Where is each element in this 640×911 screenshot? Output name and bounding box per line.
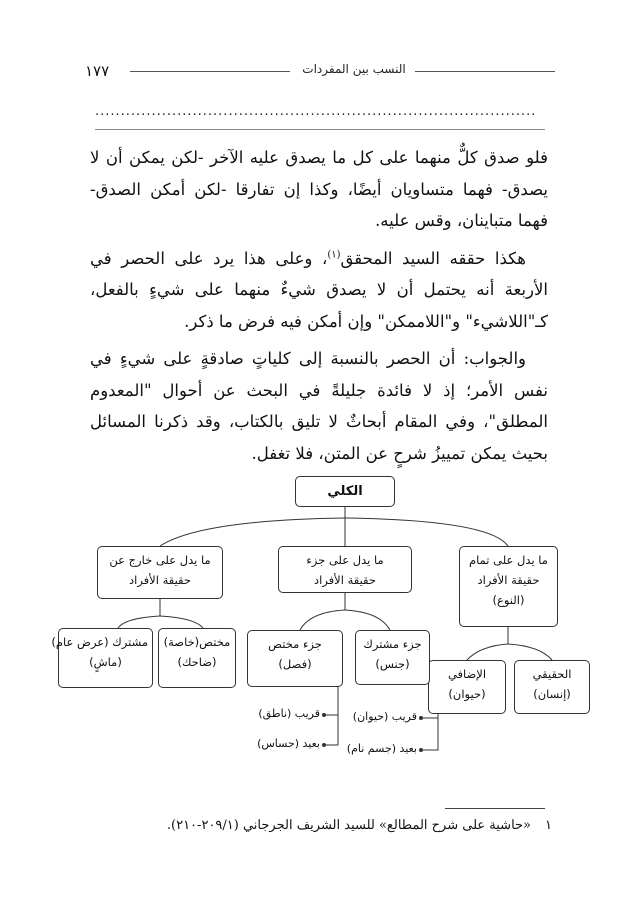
node-haqiqi [514, 660, 590, 714]
node-fasl [247, 630, 343, 687]
node-line: ما يدل على جزء [306, 553, 384, 567]
kulli-classification-diagram [0, 470, 640, 770]
separator-rule [95, 129, 545, 130]
node-juz-haqiqa [278, 546, 412, 593]
paragraph-2-start: هكذا حققه السيد المحقق [340, 248, 526, 268]
paragraph-1: فلو صدق كلٌّ منهما على كل ما يصدق عليه الآخر -لكن يمكن أن لا يصدق- فهما متساويان أيضًا، وكذا إن تفارقا -لكن أمكن الصدق- فهما متباينان، وقس عليه. [90, 148, 548, 230]
node-idafi [428, 660, 506, 714]
paragraph-3: والجواب: أن الحصر بالنسبة إلى كلياتٍ صادقةٍ على شيءٍ في نفس الأمر؛ إذ لا فائدة جليلةً في البحث عن أحوال "المعدوم المطلق"، وفي المقام أبحاثٌ لا تليق بالكتاب، وقد ذكرنا المسائل بحيث يمكن تمييزُ شرحٍ عن المتن، فلا تغفل. [90, 349, 548, 463]
node-line: مشترك (عرض عام) [51, 635, 148, 649]
footnote-text: «حاشية على شرح المطالع» للسيد الشريف الجرجاني (٢٠٩/١-٢١٠). [166, 818, 532, 833]
root-node-kulli [295, 476, 395, 507]
paragraph-2 [90, 243, 548, 338]
node-line: ما يدل على تمام [469, 553, 548, 567]
node-line: (إنسان) [533, 687, 571, 701]
branch-right [345, 518, 508, 546]
node-line: حقيقة الأفراد [314, 573, 376, 587]
node-arad-amm [51, 628, 153, 688]
header-rule-left [130, 71, 290, 72]
node-khassa [158, 628, 236, 688]
node-line: مختص(خاصة) [163, 635, 231, 649]
footnote-rule [445, 808, 545, 809]
footnote [160, 818, 552, 833]
running-title: النسب بين المفردات [302, 62, 406, 76]
node-line: حقيقة الأفراد [477, 573, 540, 587]
paragraph-2-end: ، وعلى هذا يرد على الحصر في الأربعة أنه يحتمل أن لا يصدق شيءٌ منهما على شيءٍ بالفعل، كـ"اللاشيء" و"اللاممكن" وإن أمكن فيه فرض ما ذكر. [90, 248, 548, 331]
leaf-fasl-baid: بعيد (حساس) [257, 737, 320, 750]
leaf-fasl-qarib: قريب (ناطق) [258, 707, 320, 720]
node-line: جزء مختص [268, 637, 322, 651]
node-line: الإضافي [447, 667, 487, 681]
node-line: (النوع) [492, 593, 525, 607]
node-line: (ضاحك) [177, 655, 217, 669]
leaf-jins-qarib: قريب (حيوان) [352, 710, 417, 723]
node-jins [355, 630, 430, 685]
footnote-reference[interactable]: (١) [327, 249, 341, 260]
node-line: حقيقة الأفراد [129, 573, 191, 587]
main-text [90, 142, 548, 475]
node-line: جزء مشترك [363, 637, 422, 651]
node-line: الحقيقي [532, 667, 572, 681]
running-header [85, 60, 555, 82]
header-rule-right [415, 71, 555, 72]
node-line: (جنس) [375, 657, 410, 671]
node-tamam-haqiqa [459, 546, 558, 627]
node-kharij-haqiqa [97, 546, 223, 599]
node-line: (ماشٍ) [89, 655, 122, 669]
page-number: ١٧٧ [85, 62, 110, 80]
branch-left [160, 518, 345, 546]
node-line: (فصل) [278, 657, 312, 671]
root-label: الكلي [327, 484, 363, 499]
dotted-separator: ...................................................................................... [95, 104, 537, 119]
node-line: (حيوان) [448, 687, 486, 701]
footnote-number: ١ [545, 818, 552, 833]
node-line: ما يدل على خارج عن [109, 553, 211, 567]
leaf-jins-baid: بعيد (جسم نام) [346, 742, 417, 755]
